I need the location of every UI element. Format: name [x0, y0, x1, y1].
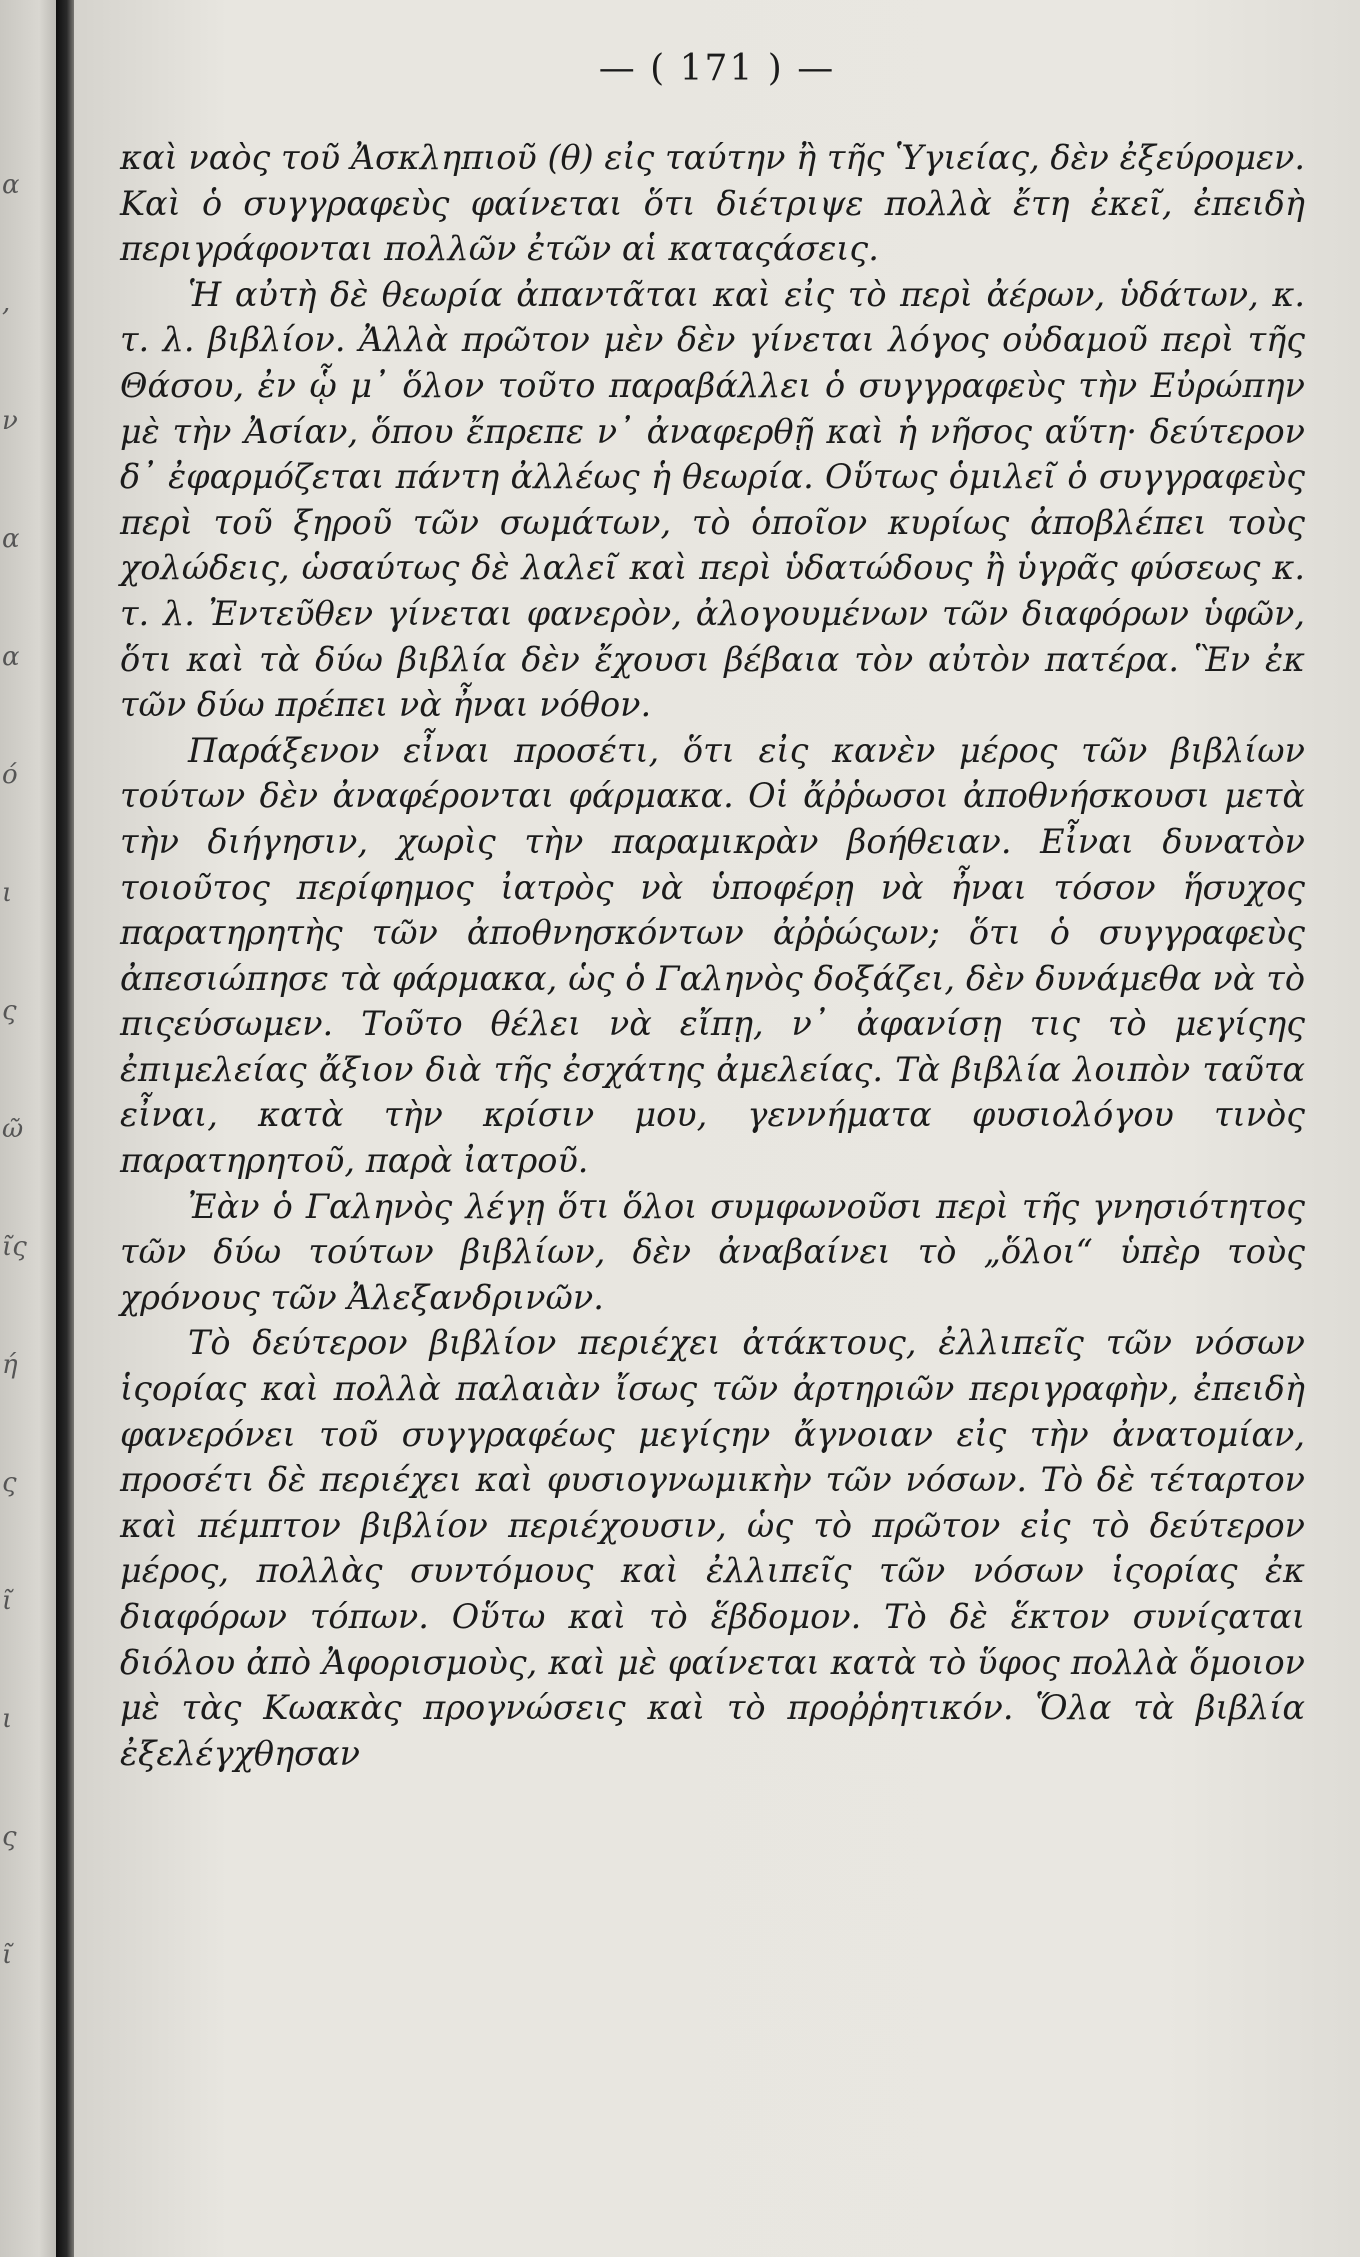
paragraph: Τὸ δεύτερον βιβλίον περιέχει ἀτάκτους, ἐλλιπεῖς τῶν νόσων ἱςορίας καὶ πολλὰ παλαιὰν ἴσως τῶν ἀρτηριῶν περιγραφὴν, ἐπειδὴ φανερόνει τοῦ συγγραφέως μεγίςην ἄγνοιαν εἰς τὴν ἀνατομίαν, προσέτι δὲ περιέχει καὶ φυσιογνωμικὴν τῶν νόσων. Τὸ δὲ τέταρτον καὶ πέμπτον βιβλίον περιέχουσιν, ὡς τὸ πρῶτον εἰς τὸ δεύτερον μέρος, πολλὰς συντόμους καὶ ἐλλιπεῖς τῶν νόσων ἱςορίας ἐκ διαφόρων τόπων. Οὕτω καὶ τὸ ἕβδομον. Τὸ δὲ ἕκτον συνίςαται διόλου ἀπὸ Ἀφορισμοὺς, καὶ μὲ φαίνεται κατὰ τὸ ὕφος πολλὰ ὅμοιον μὲ τὰς Κωακὰς προγνώσεις καὶ τὸ προῤῥητικόν. Ὅλα τὰ βιβλία ἐξελέγχθησαν — [120, 1323, 1305, 1773]
paragraph: Παράξενον εἶναι προσέτι, ὅτι εἰς κανὲν μέρος τῶν βιβλίων τούτων δὲν ἀναφέρονται φάρμακα. Οἱ ἄῤῥωσοι ἀποθνήσκουσι μετὰ τὴν διήγησιν, χωρὶς τὴν παραμικρὰν βοήθειαν. Εἶναι δυνατὸν τοιοῦτος περίφημος ἰατρὸς νὰ ὑποφέρῃ νὰ ἦναι τόσον ἥσυχος παρατηρητὴς τῶν ἀποθνησκόντων ἀῤῥώςων; ὅτι ὁ συγγραφεὺς ἀπεσιώπησε τὰ φάρμακα, ὡς ὁ Γαληνὸς δοξάζει, δὲν δυνάμεθα νὰ τὸ πιςεύσωμεν. Τοῦτο θέλει νὰ εἴπῃ, ν᾽ ἀφανίσῃ τις τὸ μεγίςης ἐπιμελείας ἄξιον διὰ τῆς ἐσχάτης ἀμελείας. Τὰ βιβλία λοιπὸν ταῦτα εἶναι, κατὰ τὴν κρίσιν μου, γεννήματα φυσιολόγου τινὸς παρατηρητοῦ, παρὰ ἰατροῦ. — [120, 730, 1305, 1181]
paragraph: Ἐὰν ὁ Γαληνὸς λέγῃ ὅτι ὅλοι συμφωνοῦσι περὶ τῆς γνησιότητος τῶν δύω τούτων βιβλίων, δὲν ἀναβαίνει τὸ „ὅλοι“ ὑπὲρ τοὺς χρόνους τῶν Ἀλεξανδρινῶν. — [120, 1186, 1305, 1317]
body-text — [120, 135, 1305, 1776]
binding-gutter — [56, 0, 74, 2257]
margin-fragment: , — [2, 288, 11, 318]
margin-fragment: ῖς — [2, 1232, 27, 1262]
facing-page-margin — [0, 0, 56, 2257]
margin-fragment: ς — [2, 996, 17, 1026]
paragraph: Ἡ αὐτὴ δὲ θεωρία ἀπαντᾶται καὶ εἰς τὸ περὶ ἀέρων, ὑδάτων, κ. τ. λ. βιβλίον. Ἀλλὰ πρῶτον μὲν δὲν γίνεται λόγος οὐδαμοῦ περὶ τῆς Θάσου, ἐν ᾧ μ᾽ ὅλον τοῦτο παραβάλλει ὁ συγγραφεὺς τὴν Εὐρώπην μὲ τὴν Ἀσίαν, ὅπου ἔπρεπε ν᾽ ἀναφερθῇ καὶ ἡ νῆσος αὕτη· δεύτερον δ᾽ ἐφαρμόζεται πάντη ἀλλέως ἡ θεωρία. Οὕτως ὁμιλεῖ ὁ συγγραφεὺς περὶ τοῦ ξηροῦ τῶν σωμάτων, τὸ ὁποῖον κυρίως ἀποβλέπει τοὺς χολώδεις, ὡσαύτως δὲ λαλεῖ καὶ περὶ ὑδατώδους ἢ ὑγρᾶς φύσεως κ. τ. λ. Ἐντεῦθεν γίνεται φανερὸν, ἀλογουμένων τῶν διαφόρων ὑφῶν, ὅτι καὶ τὰ δύω βιβλία δὲν ἔχουσι βέβαια τὸν αὐτὸν πατέρα. Ἓν ἐκ τῶν δύω πρέπει νὰ ἦναι νόθον. — [120, 274, 1305, 725]
margin-fragment: ι — [2, 878, 13, 908]
margin-fragment: ι — [2, 1704, 13, 1734]
margin-fragment: α — [2, 524, 20, 554]
margin-fragment: α — [2, 170, 20, 200]
margin-fragment: ῖ — [2, 1940, 13, 1970]
paragraph: καὶ ναὸς τοῦ Ἀσκληπιοῦ (θ) εἰς ταύτην ἢ τῆς Ὑγιείας, δὲν ἐξεύρομεν. Καὶ ὁ συγγραφεὺς φαίνεται ὅτι διέτριψε πολλὰ ἔτη ἐκεῖ, ἐπειδὴ περιγράφονται πολλῶν ἐτῶν αἱ καταςάσεις. — [120, 138, 1305, 269]
margin-fragment: ή — [2, 1350, 18, 1380]
book-page — [74, 0, 1360, 2257]
margin-fragment: ς — [2, 1468, 17, 1498]
margin-fragment: ῖ — [2, 1586, 13, 1616]
margin-fragment: α — [2, 642, 20, 672]
margin-fragment: ν — [2, 406, 18, 436]
margin-fragment: ό — [2, 760, 18, 790]
margin-fragment: ῶ — [2, 1114, 24, 1144]
margin-fragment: ς — [2, 1822, 17, 1852]
page-number: — ( 171 ) — — [598, 48, 836, 89]
